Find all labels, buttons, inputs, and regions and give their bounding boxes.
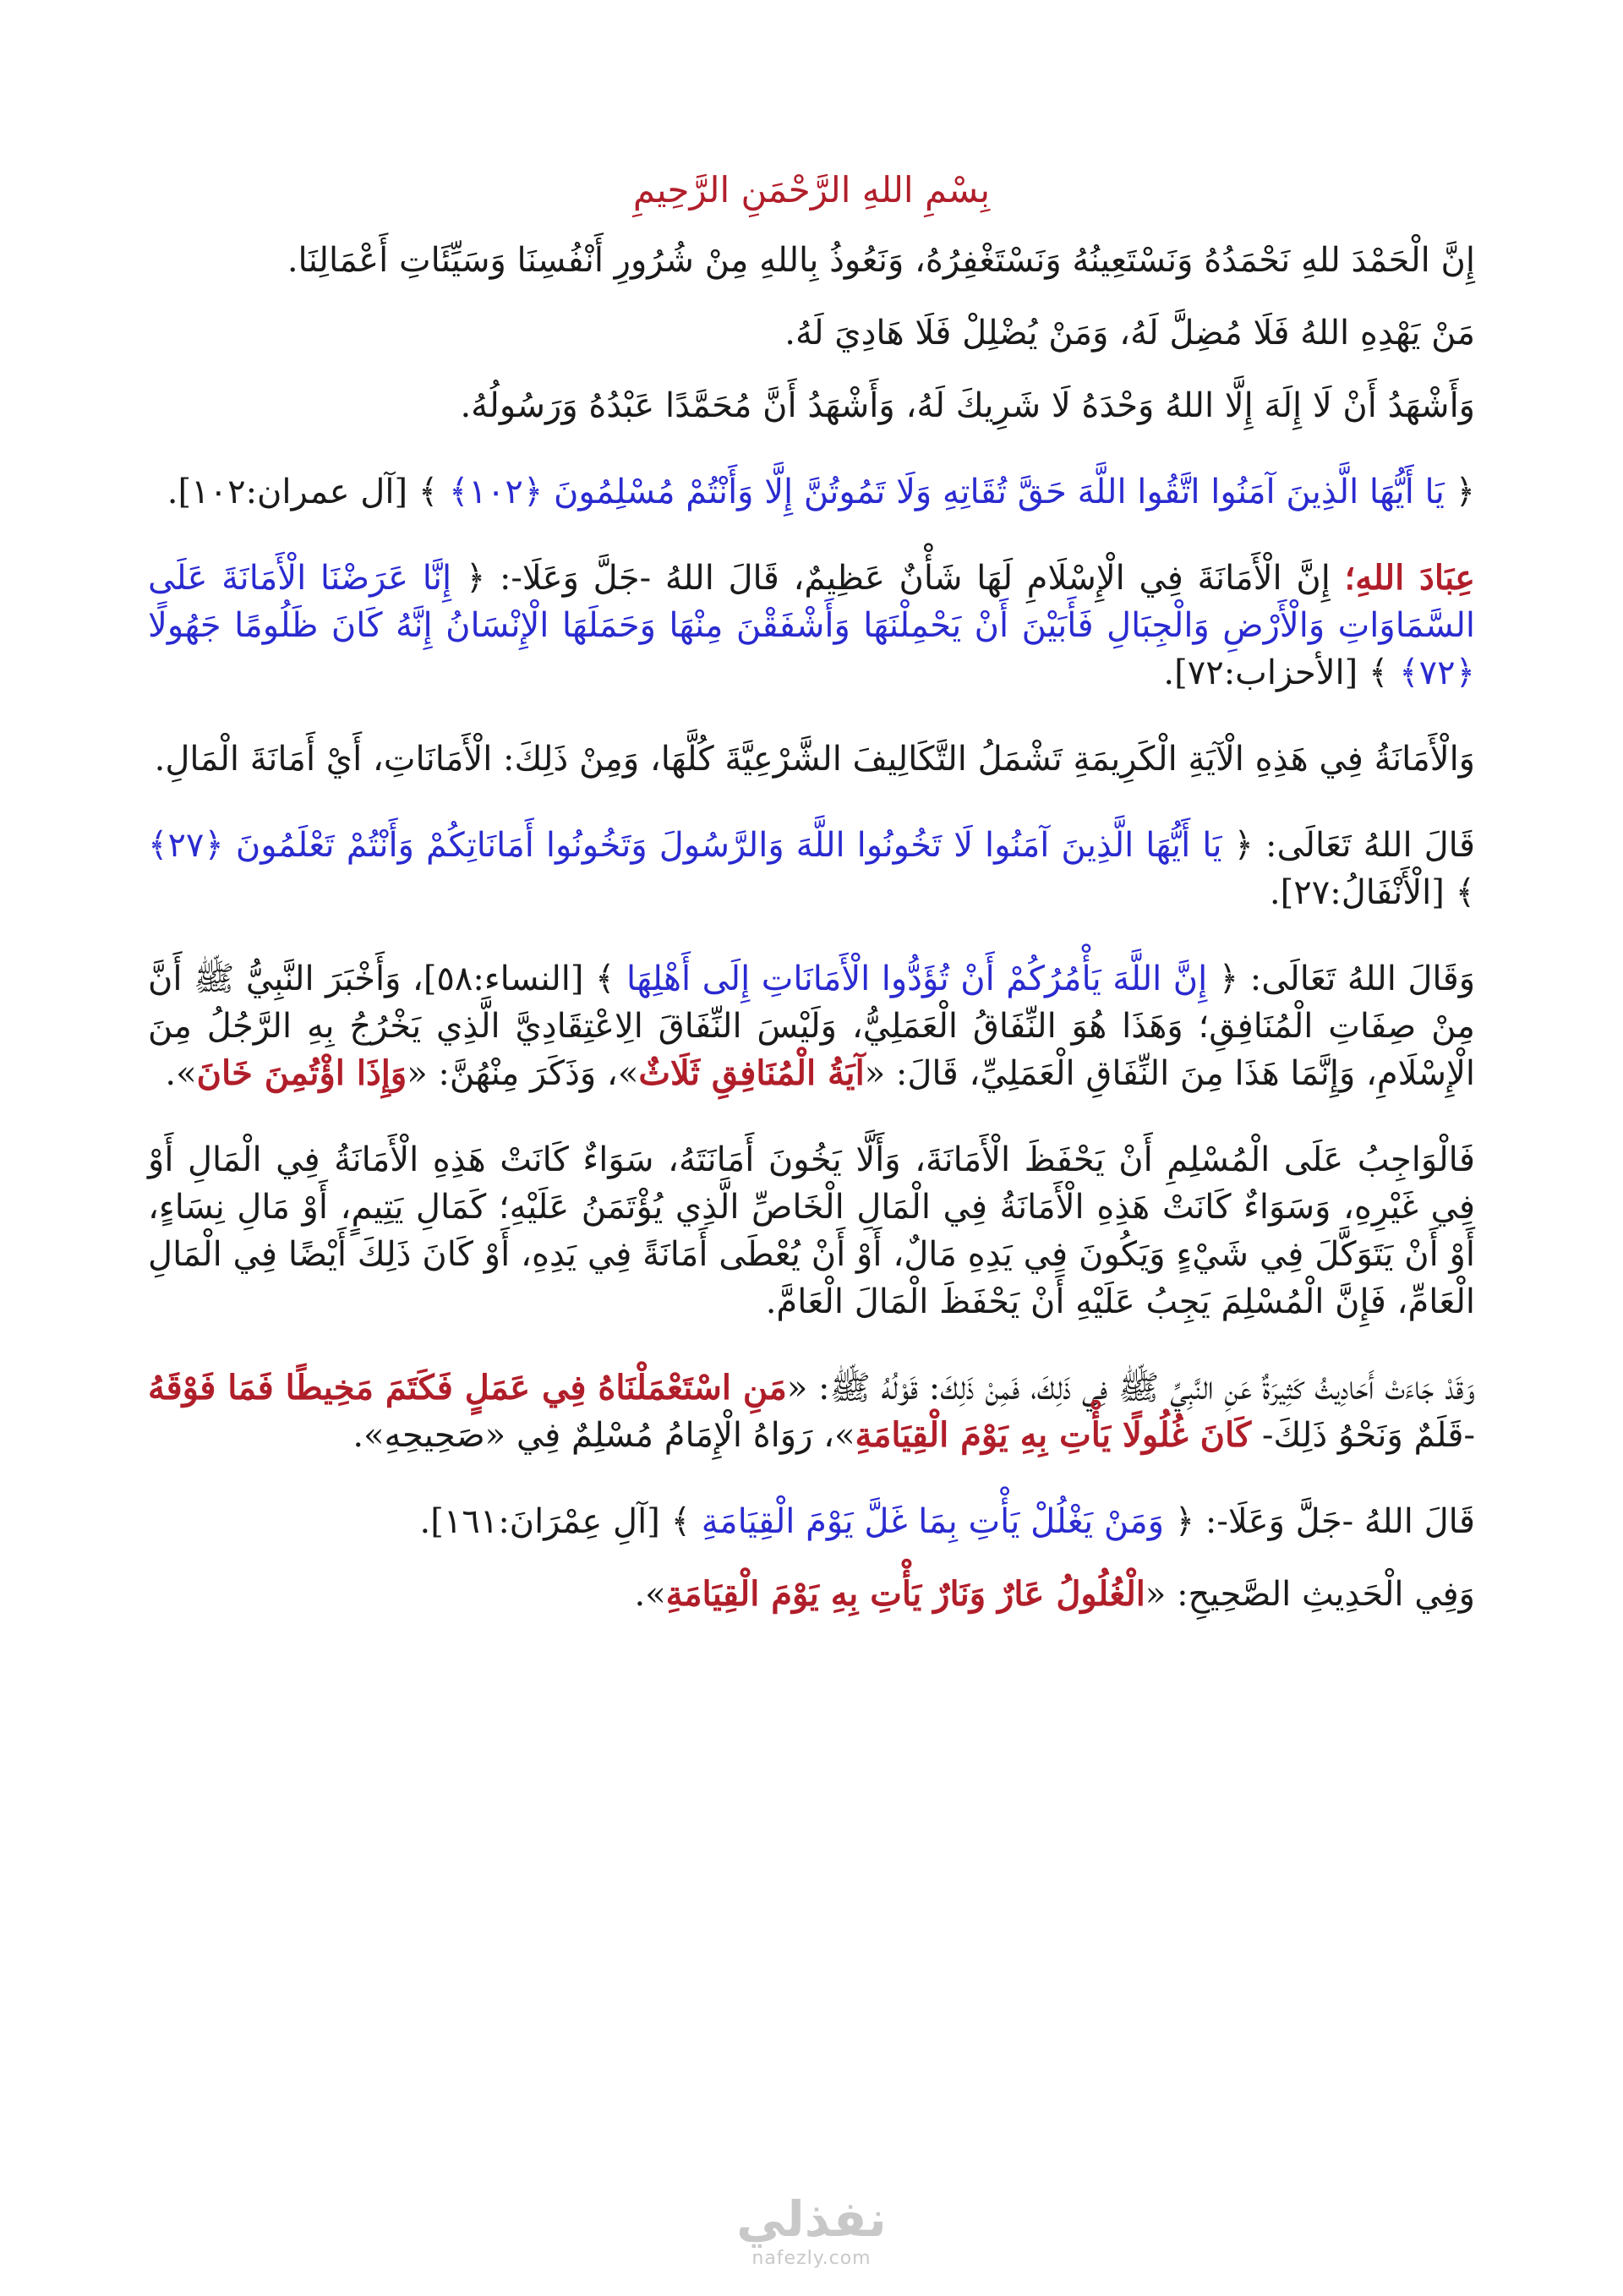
paragraph-text: قَالَ اللهُ تَعَالَى:: [1265, 826, 1475, 865]
intro-line-1: إِنَّ الْحَمْدَ للهِ نَحْمَدُهُ وَنَسْتَعِينُهُ وَنَسْتَغْفِرُهُ، وَنَعُوذُ بِاللهِ مِنْ شُرُورِ أَنْفُسِنَا وَسَيِّئَاتِ أَعْمَالِنَا.: [287, 241, 1475, 280]
hadith-quote: مَنِ اسْتَعْمَلْنَاهُ فِي عَمَلٍ فَكَتَمَ مَخِيطًا فَمَا فَوْقَهُ: [148, 1368, 787, 1408]
ornate-bracket-open: ﴿: [1233, 826, 1254, 865]
hadith-quote: آيَةُ الْمُنَافِقِ ثَلَاثٌ: [638, 1053, 865, 1093]
ornate-bracket-open: ﴿: [1174, 1502, 1195, 1541]
ornate-bracket-close: ﴾: [418, 473, 439, 511]
verse-al-imran-102: [148, 468, 1475, 516]
paragraph-text: وَقَالَ اللهُ تَعَالَى:: [1249, 959, 1476, 998]
paragraph-text: ».: [634, 1575, 666, 1614]
ornate-bracket-open: ﴿: [1455, 473, 1475, 511]
paragraph-anfal-verse: [148, 822, 1475, 916]
watermark-logo: نفذلي: [736, 2190, 887, 2248]
paragraph-nisa-and-hadith: [148, 955, 1475, 1097]
paragraph-text: قَالَ اللهُ -جَلَّ وَعَلَا-:: [1205, 1502, 1475, 1541]
quran-verse: يَا أَيُّهَا الَّذِينَ آمَنُوا اتَّقُوا اللَّهَ حَقَّ تُقَاتِهِ وَلَا تَمُوتُنَّ إِلَّا وَأَنْتُمْ مُسْلِمُونَ ﴿١٠٢﴾: [448, 473, 1445, 511]
paragraph-duty-to-protect: فَالْوَاجِبُ عَلَى الْمُسْلِمِ أَنْ يَحْفَظَ الْأَمَانَةَ، وَأَلَّا يَخُونَ أَمَانَتَهُ، سَوَاءٌ كَانَتْ هَذِهِ الْأَمَانَةُ فِي الْمَالِ أَوْ فِي غَيْرِهِ، وَسَوَاءٌ كَانَتْ هَذِهِ الْأَمَانَةُ فِي الْمَالِ الْخَاصِّ الَّذِي يُؤْتَمَنُ عَلَيْهِ؛ كَمَالِ يَتِيمٍ، أَوْ مَالِ نِسَاءٍ، أَوْ أَنْ يَتَوَكَّلَ فِي شَيْءٍ وَيَكُونَ فِي يَدِهِ مَالٌ، أَوْ أَنْ يُعْطَى أَمَانَةً فِي يَدِهِ، أَوْ كَانَ ذَلِكَ أَيْضًا فِي الْمَالِ الْعَامِّ، فَإِنَّ الْمُسْلِمَ يَجِبُ عَلَيْهِ أَنْ يَحْفَظَ الْمَالَ الْعَامَّ.: [148, 1140, 1475, 1321]
verse-reference: [آل عمران:١٠٢].: [167, 473, 408, 511]
paragraph-text: -قَلَمٌ وَنَحْوُ ذَلِكَ-: [1251, 1416, 1475, 1455]
paragraph-text: ».: [165, 1054, 197, 1093]
ornate-bracket-close: ﴾: [670, 1502, 691, 1541]
paragraph-text: إِنَّ الْأَمَانَةَ فِي الْإِسْلَامِ لَهَا شَأْنٌ عَظِيمٌ، قَالَ اللهُ -جَلَّ وَعَلَا-:: [499, 559, 1331, 598]
verse-reference: [الْأَنْفَالُ:٢٧].: [1269, 873, 1445, 912]
watermark: [0, 2191, 1623, 2271]
paragraph-amanah-intro: [148, 555, 1475, 697]
sermon-text: [148, 237, 1475, 1657]
intro-line-2: مَنْ يَهْدِهِ اللهُ فَلَا مُضِلَّ لَهُ، وَمَنْ يُضْلِلْ فَلَا هَادِيَ لَهُ.: [784, 314, 1475, 353]
paragraph-text: وَفِي الْحَدِيثِ الصَّحِيحِ: «: [1145, 1575, 1475, 1614]
ibad-allah-address: عِبَادَ اللهِ؛: [1344, 558, 1475, 598]
quran-verse: إِنَّا عَرَضْنَا الْأَمَانَةَ عَلَى السَّمَاوَاتِ وَالْأَرْضِ وَالْجِبَالِ فَأَبَيْنَ أَنْ يَحْمِلْنَهَا وَأَشْفَقْنَ مِنْهَا وَحَمَلَهَا الْإِنْسَانُ إِنَّهُ كَانَ ظَلُومًا جَهُولًا ﴿٧٢﴾: [148, 559, 1475, 692]
intro-line-3: وَأَشْهَدُ أَنْ لَا إِلَهَ إِلَّا اللهُ وَحْدَهُ لَا شَرِيكَ لَهُ، وَأَشْهَدُ أَنَّ مُحَمَّدًا عَبْدُهُ وَرَسُولُهُ.: [460, 386, 1475, 425]
hadith-quote: كَانَ غُلُولًا يَأْتِ بِهِ يَوْمَ الْقِيَامَةِ: [855, 1415, 1252, 1455]
hadith-quote: الْغُلُولُ عَارٌ وَنَارٌ يَأْتِ بِهِ يَوْمَ الْقِيَامَةِ: [665, 1574, 1145, 1614]
ornate-bracket-open: ﴿: [465, 559, 486, 598]
basmala-heading: بِسْمِ اللهِ الرَّحْمَنِ الرَّحِيمِ: [632, 169, 991, 210]
quran-verse: وَمَنْ يَغْلُلْ يَأْتِ بِمَا غَلَّ يَوْمَ الْقِيَامَةِ: [701, 1502, 1165, 1541]
paragraph-ghulul-hadith: [148, 1364, 1475, 1459]
hadith-quote: وَإِذَا اؤْتُمِنَ خَانَ: [196, 1053, 407, 1093]
quran-verse: يَا أَيُّهَا الَّذِينَ آمَنُوا لَا تَخُونُوا اللَّهَ وَالرَّسُولَ وَتَخُونُوا أَمَانَاتِكُمْ وَأَنْتُمْ تَعْلَمُونَ ﴿٢٧﴾: [148, 826, 1222, 865]
paragraph-text: »، وَذَكَرَ مِنْهُنَّ: «: [407, 1054, 639, 1093]
paragraph-text: »، رَوَاهُ الْإِمَامُ مُسْلِمٌ فِي «صَحِيحِهِ».: [352, 1416, 855, 1455]
paragraph-sahih-hadith: [148, 1571, 1475, 1618]
ornate-bracket-close: ﴾: [595, 959, 615, 998]
verse-reference: [الأحزاب:٧٢].: [1163, 653, 1358, 692]
verse-reference: [آلِ عِمْرَانَ:١٦١].: [419, 1502, 660, 1541]
paragraph-text: وَقَدْ جَاءَتْ أَحَادِيثُ كَثِيرَةٌ عَنِ النَّبِيِّ ﷺ فِي ذَلِكَ، فَمِنْ ذَلِكَ: قَوْلُهُ ﷺ: «: [786, 1369, 1476, 1408]
paragraph-amanah-scope: وَالْأَمَانَةُ فِي هَذِهِ الْآيَةِ الْكَرِيمَةِ تَشْمَلُ التَّكَالِيفَ الشَّرْعِيَّةَ كُلَّهَا، وَمِنْ ذَلِكَ: الْأَمَانَاتِ، أَيْ أَمَانَةَ الْمَالِ.: [154, 740, 1475, 779]
watermark-url: nafezly.com: [751, 2248, 872, 2269]
ornate-bracket-close: ﴾: [1369, 653, 1389, 692]
ornate-bracket-open: ﴿: [1218, 959, 1239, 998]
ornate-bracket-close: ﴾: [1455, 873, 1475, 912]
paragraph-al-imran-161: [148, 1498, 1475, 1545]
quran-verse: إِنَّ اللَّهَ يَأْمُرُكُمْ أَنْ تُؤَدُّوا الْأَمَانَاتِ إِلَى أَهْلِهَا: [626, 959, 1208, 998]
paragraph-text: [النساء:٥٨]، وَأَخْبَرَ النَّبِيُّ ﷺ أَنَّ مِنْ صِفَاتِ الْمُنَافِقِ؛ وَهَذَا هُوَ النِّفَاقُ الْعَمَلِيُّ، وَلَيْسَ النِّفَاقَ الِاعْتِقَادِيَّ الَّذِي يَخْرُجُ بِهِ الرَّجُلُ مِنَ الْإِسْلَامِ، وَإِنَّمَا هَذَا مِنَ النِّفَاقِ الْعَمَلِيِّ، قَالَ: «: [148, 959, 1475, 1093]
